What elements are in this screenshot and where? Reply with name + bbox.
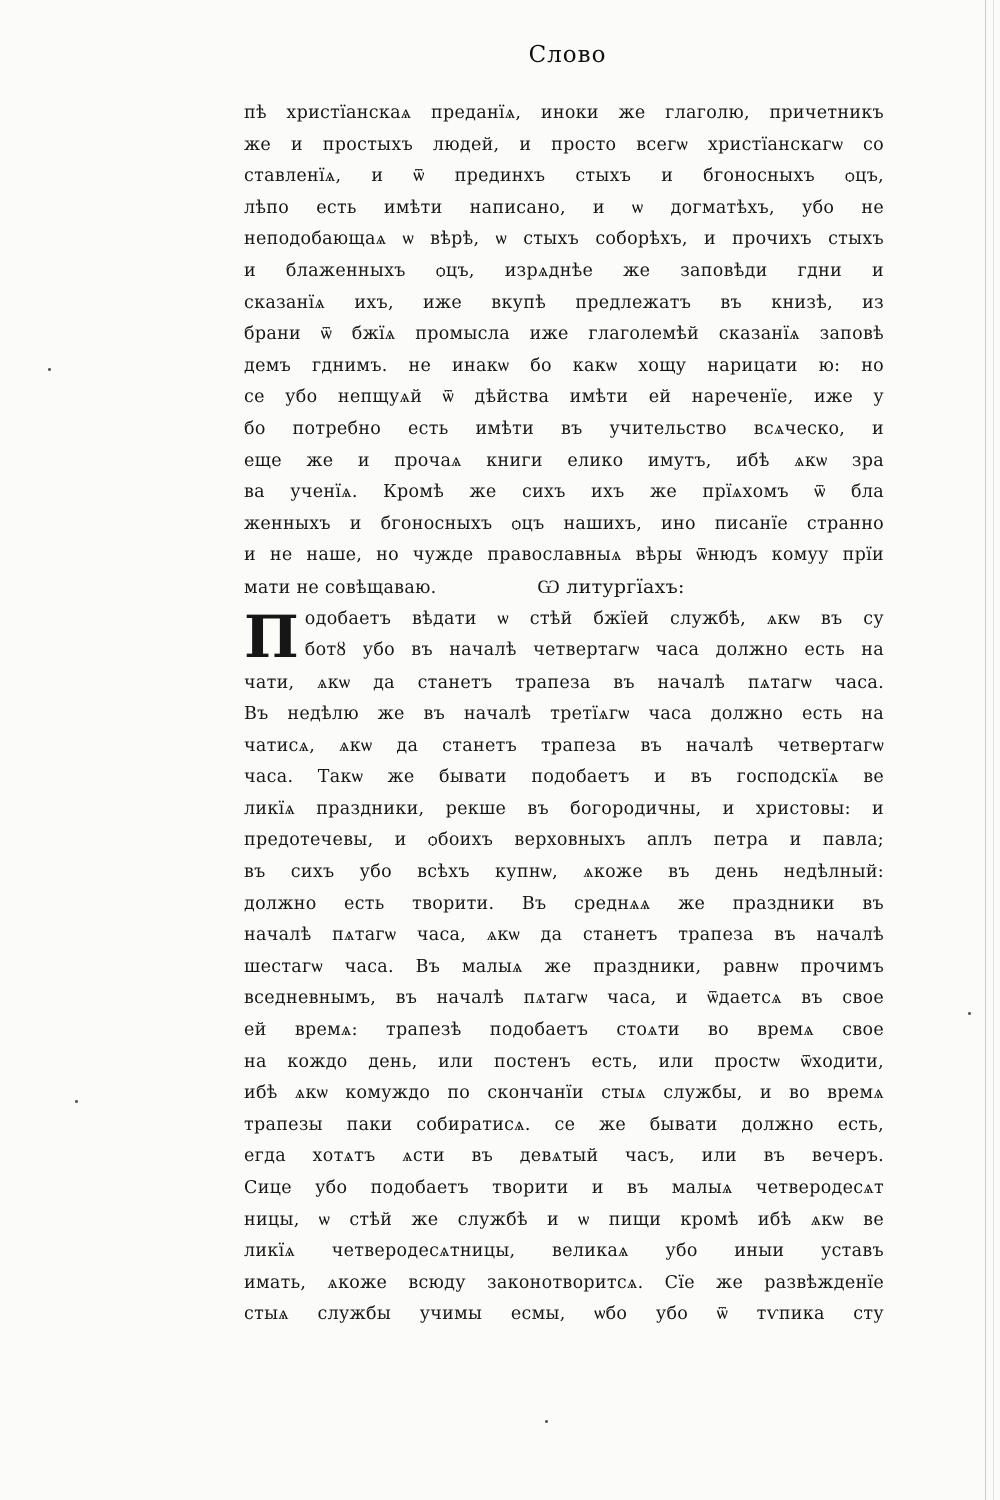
text-line: часа. Такѡ же бывати подобаетъ и въ господскїѧ ве xyxy=(244,767,884,788)
drop-cap: П xyxy=(244,602,299,671)
text-line: ставленїѧ, и ѿ прединхъ стыхъ и бгоносныхъ ѻцъ, xyxy=(244,166,884,187)
text-line: трапезы паки собиратисѧ. се же бывати должно есть, xyxy=(244,1114,884,1135)
text-line: егда хотѧтъ ѧсти въ девѧтый часъ, или въ вечеръ. xyxy=(244,1146,884,1167)
text-line: одобаетъ вѣдати ѡ стѣй бжїей службѣ, ѧкѡ въ су xyxy=(304,608,884,629)
scan-edge-line xyxy=(985,0,986,1500)
text-line-with-section-title xyxy=(244,572,884,604)
text-line: въ сихъ убо всѣхъ купнѡ, ѧкоже въ день недѣлный: xyxy=(244,862,884,883)
text-line: Сице убо подобаетъ творити и въ малыѧ четверодесѧт xyxy=(244,1178,884,1198)
scan-speck xyxy=(75,1100,78,1103)
text-line: сказанїѧ ихъ, иже вкупѣ предлежатъ въ книзѣ, из xyxy=(244,292,884,313)
text-line: се убо непщуѧй ѿ дѣйства имѣти ей нареченїе, иже у xyxy=(244,387,884,408)
text-line: шестагѡ часа. Въ малыѧ же праздники, равнѡ прочимъ xyxy=(244,956,884,977)
text-line: женныхъ и бгоносныхъ ѻцъ нашихъ, ино писанїе странно xyxy=(244,513,884,534)
text-line: ботȣ убо въ началѣ четвертагѡ часа должно есть на xyxy=(304,640,884,661)
text-line: бо потребно есть имѣти въ учительство всѧческо, и xyxy=(244,418,884,439)
text-line: демъ гднимъ. не инакѡ бо какѡ хощу нарицати ю: но xyxy=(244,355,884,376)
text-line: ликїѧ четверодесѧтницы, великаѧ убо иныи уставъ xyxy=(244,1241,884,1262)
scan-speck xyxy=(545,1420,548,1423)
body-text xyxy=(244,98,884,1331)
scan-edge-line xyxy=(993,0,994,1500)
text-line: чатисѧ, ѧкѡ да станетъ трапеза въ началѣ четвертагѡ xyxy=(244,735,884,756)
text-line: чати, ѧкѡ да станетъ трапеза въ началѣ пѧтагѡ часа. xyxy=(244,672,884,693)
text-line: ибѣ ѧкѡ комуждо по скончанїи стыѧ службы, и во времѧ xyxy=(244,1083,884,1104)
text-line: еще же и прочаѧ книги елико имутъ, ибѣ ѧкѡ зра xyxy=(244,450,884,471)
text-line: и не наше, но чужде православныѧ вѣры ѿнюдъ комуу прїи xyxy=(244,545,884,566)
text-line: Въ недѣлю же въ началѣ третїѧгѡ часа должно есть на xyxy=(244,704,884,725)
text-line: же и простыхъ людей, и просто всегѡ христїанскагѡ со xyxy=(244,134,884,155)
text-line: стыѧ службы учимы есмы, ѡбо убо ѿ тѵпика сту xyxy=(244,1304,884,1325)
text-line: ва ученїѧ. Кромѣ же сихъ ихъ же прїѧхомъ ѿ бла xyxy=(244,482,884,503)
text-line: имать, ѧкоже всюду законотворитсѧ. Сїе же развѣжденїе xyxy=(244,1272,884,1293)
paragraph-liturgy xyxy=(244,604,884,1331)
paragraph-end-text: мати не совѣщаваю. xyxy=(244,577,437,598)
text-line: ликїѧ праздники, рекше въ богородичны, и христовы: и xyxy=(244,798,884,819)
text-line: вседневнымъ, въ началѣ пѧтагѡ часа, и ѿдаетсѧ въ свое xyxy=(244,988,884,1009)
text-line: ей времѧ: трапезѣ подобаетъ стоѧти во времѧ свое xyxy=(244,1020,884,1041)
text-line: лѣпо есть имѣти написано, и ѡ догматѣхъ, убо не xyxy=(244,197,884,218)
section-title: Ѡ литургїахъ: xyxy=(537,575,685,598)
text-line: пѣ христїанскаѧ преданїѧ, иноки же глаголю, причетникъ xyxy=(244,103,884,123)
text-line: предотечевы, и ѻбоихъ верховныхъ аплъ петра и павла; xyxy=(244,830,884,851)
page-header xyxy=(0,42,1000,68)
text-line: и блаженныхъ ѻцъ, изрѧднѣе же заповѣди гдни и xyxy=(244,260,884,281)
text-line: ницы, ѡ стѣй же службѣ и ѡ пищи кромѣ ибѣ ѧкѡ ве xyxy=(244,1209,884,1230)
text-line: на кождо день, или постенъ есть, или простѡ ѿходити, xyxy=(244,1051,884,1072)
header-title: Слово xyxy=(528,42,607,68)
scan-speck xyxy=(48,368,51,371)
text-line: неподобающаѧ ѡ вѣрѣ, ѡ стыхъ соборѣхъ, и прочихъ стыхъ xyxy=(244,229,884,250)
scan-speck xyxy=(968,1012,971,1015)
text-line: брани ѿ бжїѧ промысла иже глаголемѣй сказанїѧ заповѣ xyxy=(244,324,884,345)
text-line: должно есть творити. Въ среднѧѧ же праздники въ xyxy=(244,893,884,914)
text-line: началѣ пѧтагѡ часа, ѧкѡ да станетъ трапеза въ началѣ xyxy=(244,925,884,946)
